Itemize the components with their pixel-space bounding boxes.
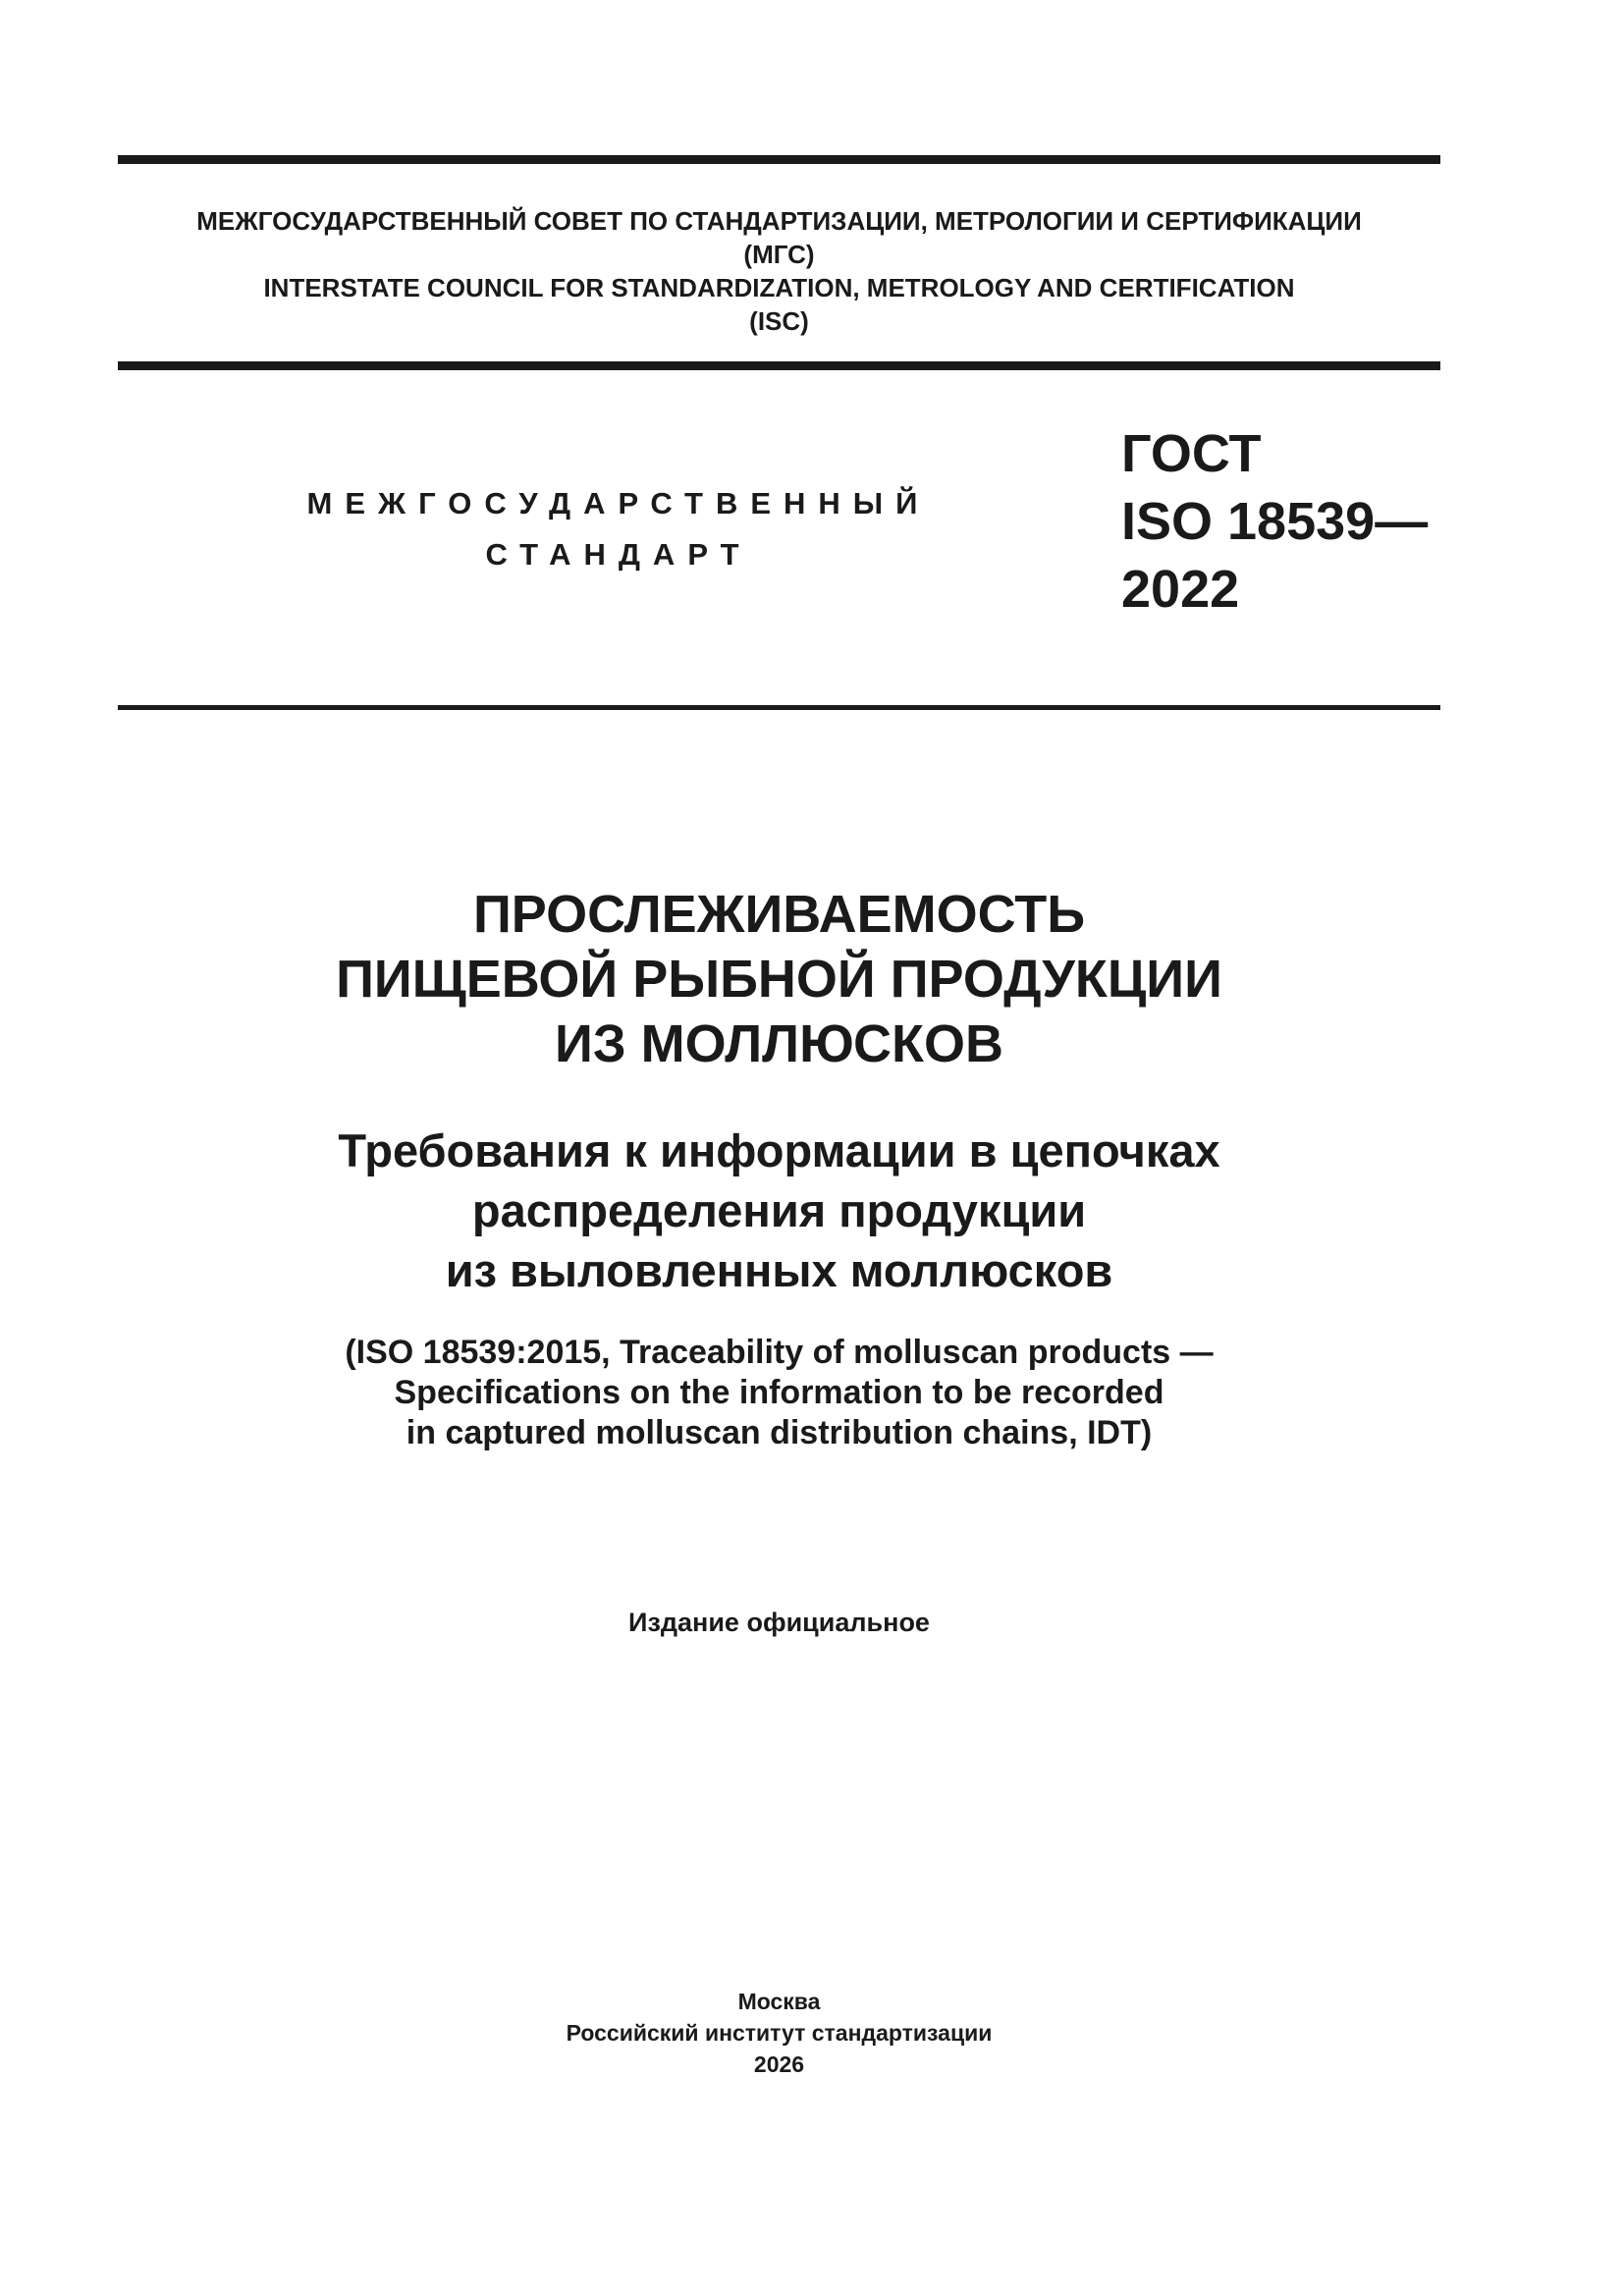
council-abbr-ru: (МГС) [743, 240, 815, 269]
header-bottom-rule [118, 705, 1440, 710]
gost-number-line3: 2022 [1121, 560, 1240, 619]
standard-type-line2: СТАНДАРТ [485, 537, 752, 572]
document-subtitle [118, 1121, 1440, 1300]
council-name-ru: МЕЖГОСУДАРСТВЕННЫЙ СОВЕТ ПО СТАНДАРТИЗАЦИИ, МЕТРОЛОГИИ И СЕРТИФИКАЦИИ [196, 206, 1362, 236]
council-bottom-rule [118, 361, 1440, 370]
council-abbr-en: (ISC) [749, 306, 809, 336]
document-title [118, 882, 1440, 1076]
top-rule [118, 155, 1440, 164]
iso-reference-line1: (ISO 18539:2015, Traceability of molluscan products — [345, 1334, 1214, 1371]
standard-type-label [295, 478, 943, 580]
publisher-block [118, 1986, 1440, 2080]
subtitle-line3: из выловленных моллюсков [445, 1244, 1113, 1296]
council-header [118, 204, 1440, 338]
title-line1: ПРОСЛЕЖИВАЕМОСТЬ [472, 885, 1086, 944]
edition-label: Издание официальное [628, 1608, 930, 1637]
gost-number-line2: ISO 18539— [1121, 492, 1429, 551]
standard-type-line1: МЕЖГОСУДАРСТВЕННЫЙ [306, 486, 931, 520]
title-line2: ПИЩЕВОЙ РЫБНОЙ ПРОДУКЦИИ [336, 950, 1222, 1009]
council-name-en: INTERSTATE COUNCIL FOR STANDARDIZATION, METROLOGY AND CERTIFICATION [263, 273, 1295, 302]
iso-reference [118, 1333, 1440, 1453]
title-line3: ИЗ МОЛЛЮСКОВ [555, 1014, 1003, 1073]
iso-reference-line2: Specifications on the information to be recorded [394, 1374, 1164, 1411]
subtitle-line2: распределения продукции [471, 1184, 1087, 1236]
gost-number [1121, 420, 1428, 624]
publisher-city: Москва [737, 1989, 821, 2014]
publisher-year: 2026 [753, 2051, 805, 2077]
iso-reference-line3: in captured molluscan distribution chains, IDT) [406, 1414, 1153, 1451]
subtitle-line1: Требования к информации в цепочках [338, 1124, 1220, 1176]
publisher-institute: Российский институт стандартизации [566, 2020, 993, 2046]
gost-number-line1: ГОСТ [1121, 424, 1262, 483]
